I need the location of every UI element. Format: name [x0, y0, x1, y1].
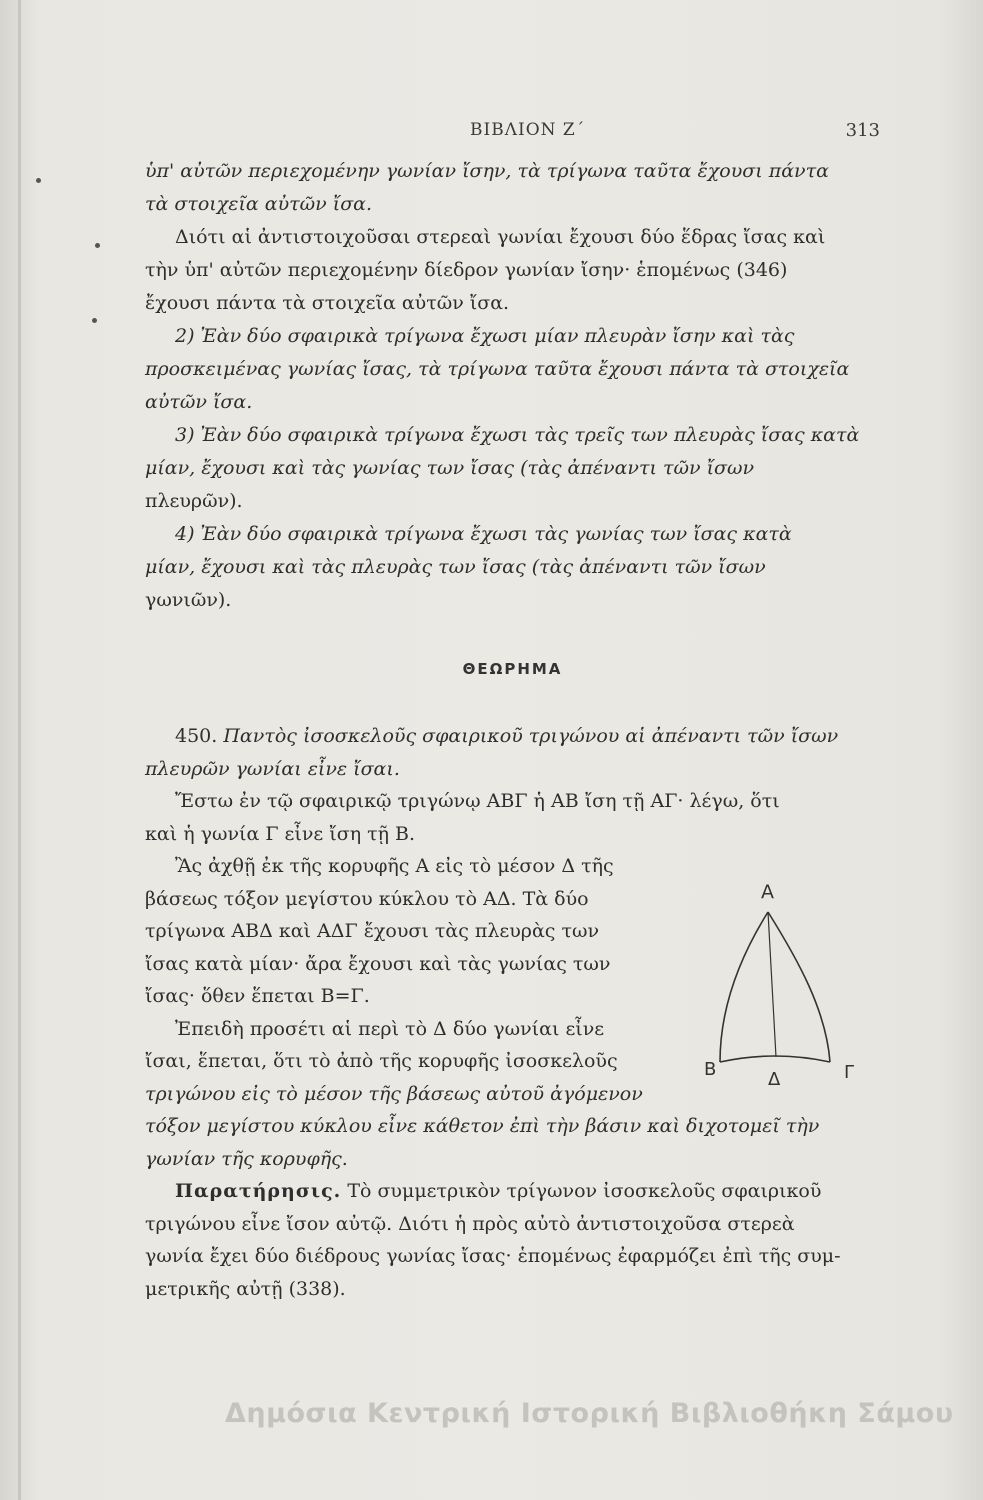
- remark-text: Τὸ συμμετρικὸν τρίγωνον ἰσοσκελοῦς σφαιρικοῦ: [347, 1180, 822, 1202]
- remark-line: τριγώνου εἶνε ἴσον αὐτῷ. Διότι ἡ πρὸς αὐτὸ ἀντιστοιχοῦσα στερεὰ: [145, 1212, 795, 1235]
- text-line: ἔχουσι πάντα τὰ στοιχεῖα αὐτῶν ἴσα.: [145, 292, 510, 314]
- text-line: 2) Ἐὰν δύο σφαιρικὰ τρίγωνα ἔχωσι μίαν πλευρὰν ἴσην καὶ τὰς: [175, 325, 795, 347]
- theorem-statement: Παντὸς ἰσοσκελοῦς σφαιρικοῦ τριγώνου αἱ ἀπέναντι τῶν ἴσων: [223, 725, 839, 747]
- text-line: προσκειμένας γωνίας ἴσας, τὰ τρίγωνα ταῦτα ἔχουσι πάντα τὰ στοιχεῖα: [145, 358, 850, 380]
- label-mid: Δ: [768, 1069, 781, 1090]
- arc-ab: [720, 912, 768, 1062]
- theorem-statement-line: [145, 725, 885, 748]
- text-line: μίαν, ἔχουσι καὶ τὰς γωνίας των ἴσας (τὰς ἀπέναντι τῶν ἴσων: [145, 457, 755, 479]
- library-watermark: Δημόσια Κεντρική Ιστορική Βιβλιοθήκη Σάμου: [225, 1398, 954, 1429]
- proof-line: τόξον μεγίστου κύκλου εἶνε κάθετον ἐπὶ τὴν βάσιν καὶ διχοτομεῖ τὴν: [145, 1115, 820, 1137]
- top-paragraphs: [145, 160, 880, 622]
- text-line: ὑπ' αὐτῶν περιεχομένην γωνίαν ἴσην, τὰ τρίγωνα ταῦτα ἔχουσι πάντα: [145, 160, 829, 182]
- proof-line: γωνίαν τῆς κορυφῆς.: [145, 1147, 348, 1170]
- text-line: τὴν ὑπ' αὐτῶν περιεχομένην δίεδρον γωνίαν ἴσην· ἑπομένως (346): [145, 259, 788, 281]
- remark-lead: Παρατήρησις.: [175, 1180, 342, 1202]
- page-number: 313: [845, 120, 880, 141]
- text-line: Διότι αἱ ἀντιστοιχοῦσαι στερεαὶ γωνίαι ἔχουσι δύο ἕδρας ἴσας καὶ: [175, 226, 826, 248]
- proof-line: τρίγωνα ΑΒΔ καὶ ΑΔΓ ἔχουσι τὰς πλευρὰς των: [145, 920, 600, 942]
- proof-line: καὶ ἡ γωνία Γ εἶνε ἴση τῇ Β.: [145, 822, 416, 845]
- text-line: πλευρῶν).: [145, 490, 243, 512]
- label-apex: Α: [761, 881, 774, 903]
- proof-line: Ἂς ἀχθῇ ἐκ τῆς κορυφῆς Α εἰς τὸ μέσον Δ τῆς: [175, 855, 614, 877]
- text-line: 4) Ἐὰν δύο σφαιρικὰ τρίγωνα ἔχωσι τὰς γωνίας των ἴσας κατὰ: [175, 523, 792, 545]
- page-header: [140, 120, 880, 148]
- text-line: αὐτῶν ἴσα.: [145, 391, 253, 413]
- margin-mark: [95, 243, 100, 248]
- text-line: μίαν, ἔχουσι καὶ τὰς πλευρὰς των ἴσας (τὰς ἀπέναντι τῶν ἴσων: [145, 556, 766, 578]
- theorem-statement-line: πλευρῶν γωνίαι εἶνε ἴσαι.: [145, 757, 400, 780]
- remark-line: γωνία ἔχει δύο διέδρους γωνίας ἴσας· ἑπομένως ἐφαρμόζει ἐπὶ τῆς συμ-: [145, 1245, 841, 1267]
- margin-mark: [92, 318, 97, 323]
- proof-line: ἴσας κατὰ μίαν· ἄρα ἔχουσι καὶ τὰς γωνίας των: [145, 952, 611, 975]
- proof-line: Ἔστω ἐν τῷ σφαιρικῷ τριγώνῳ ΑΒΓ ἡ ΑΒ ἴση τῇ ΑΓ· λέγω, ὅτι: [175, 790, 780, 812]
- arc-ad: [768, 912, 776, 1057]
- remark-line: μετρικῆς αὐτῇ (338).: [145, 1277, 346, 1300]
- running-head: ΒΙΒΛΙΟΝ Ζ΄: [470, 120, 586, 140]
- text-line: τὰ στοιχεῖα αὐτῶν ἴσα.: [145, 193, 373, 215]
- margin-mark: [36, 178, 41, 183]
- label-right: Γ: [844, 1062, 855, 1083]
- proof-line: ἴσας· ὅθεν ἕπεται Β=Γ.: [145, 985, 370, 1007]
- arc-ag: [768, 912, 830, 1062]
- proof-line: τριγώνου εἰς τὸ μέσον τῆς βάσεως αὐτοῦ ἀγόμενον: [145, 1082, 643, 1105]
- proof-line: βάσεως τόξον μεγίστου κύκλου τὸ ΑΔ. Τὰ δύο: [145, 887, 589, 910]
- text-line: γωνιῶν).: [145, 589, 232, 611]
- proof-line: Ἐπειδὴ προσέτι αἱ περὶ τὸ Δ δύο γωνίαι εἶνε: [175, 1017, 605, 1040]
- remark-line: [145, 1180, 885, 1203]
- arc-bg: [720, 1056, 830, 1062]
- spherical-triangle-figure: [698, 870, 868, 1100]
- page-binding-edge: [18, 0, 21, 1500]
- proof-line: ἴσαι, ἕπεται, ὅτι τὸ ἀπὸ τῆς κορυφῆς ἰσοσκελοῦς: [145, 1050, 618, 1072]
- text-line: 3) Ἐὰν δύο σφαιρικὰ τρίγωνα ἔχωσι τὰς τρεῖς των πλευρὰς ἴσας κατὰ: [175, 424, 860, 446]
- theorem-number: 450.: [175, 725, 218, 747]
- label-left: Β: [704, 1059, 717, 1080]
- theorem-heading: ΘΕΩΡΗΜΑ: [462, 660, 563, 678]
